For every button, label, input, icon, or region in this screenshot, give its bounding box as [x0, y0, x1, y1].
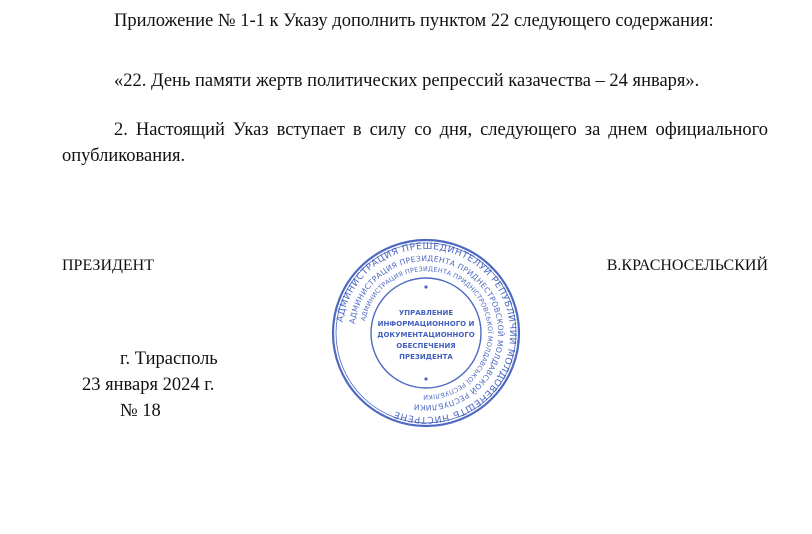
paragraph-effective: 2. Настоящий Указ вступает в силу со дня, следующего за днем официального опубликования. — [62, 120, 768, 166]
seal-inner-text: АДМИНИСТРАЦИЯ ПРЕЗИДЕНТА ПРИДНІСТРОВСЬКОЇ МОЛДАВСЬКОЇ РЕСПУБЛІКИ — [359, 264, 495, 402]
issue-date: 23 января 2024 г. — [82, 375, 215, 395]
seal-center-line-2: ИНФОРМАЦИОННОГО И — [377, 320, 475, 328]
paragraph-amendment: Приложение № 1-1 к Указу дополнить пунктом 22 следующего содержания: — [114, 11, 714, 31]
document-number: № 18 — [120, 401, 161, 421]
signatory-name: В.КРАСНОСЕЛЬСКИЙ — [606, 257, 768, 274]
signatory-title: ПРЕЗИДЕНТ — [62, 257, 155, 274]
seal-center-line-3: ДОКУМЕНТАЦИОННОГО — [377, 331, 475, 339]
issue-place: г. Тирасполь — [120, 349, 218, 369]
seal-middle-text: АДМИНИСТРАЦИЯ ПРЕЗИДЕНТА ПРИДНЕСТРОВСКОЙ МОЛДАВСКОЙ РЕСПУБЛИКИ — [347, 253, 506, 413]
seal-center-line-1: УПРАВЛЕНИЕ — [398, 309, 454, 317]
seal-graphic — [330, 237, 522, 429]
paragraph-quote: «22. День памяти жертв политических репрессий казачества – 24 января». — [114, 71, 700, 91]
official-seal — [330, 237, 522, 429]
seal-center-line-4: ОБЕСПЕЧЕНИЯ — [396, 342, 456, 350]
seal-outer-text: АДМИНИСТРАЦИЯ ПРЕШЕДИНТЕЛУЙ РЕПУБЛИЧИЙ МОЛДОВЕНЕШТЬ НИСТРЕНЕ — [334, 240, 519, 426]
seal-center-line-5: ПРЕЗИДЕНТА — [399, 353, 453, 361]
